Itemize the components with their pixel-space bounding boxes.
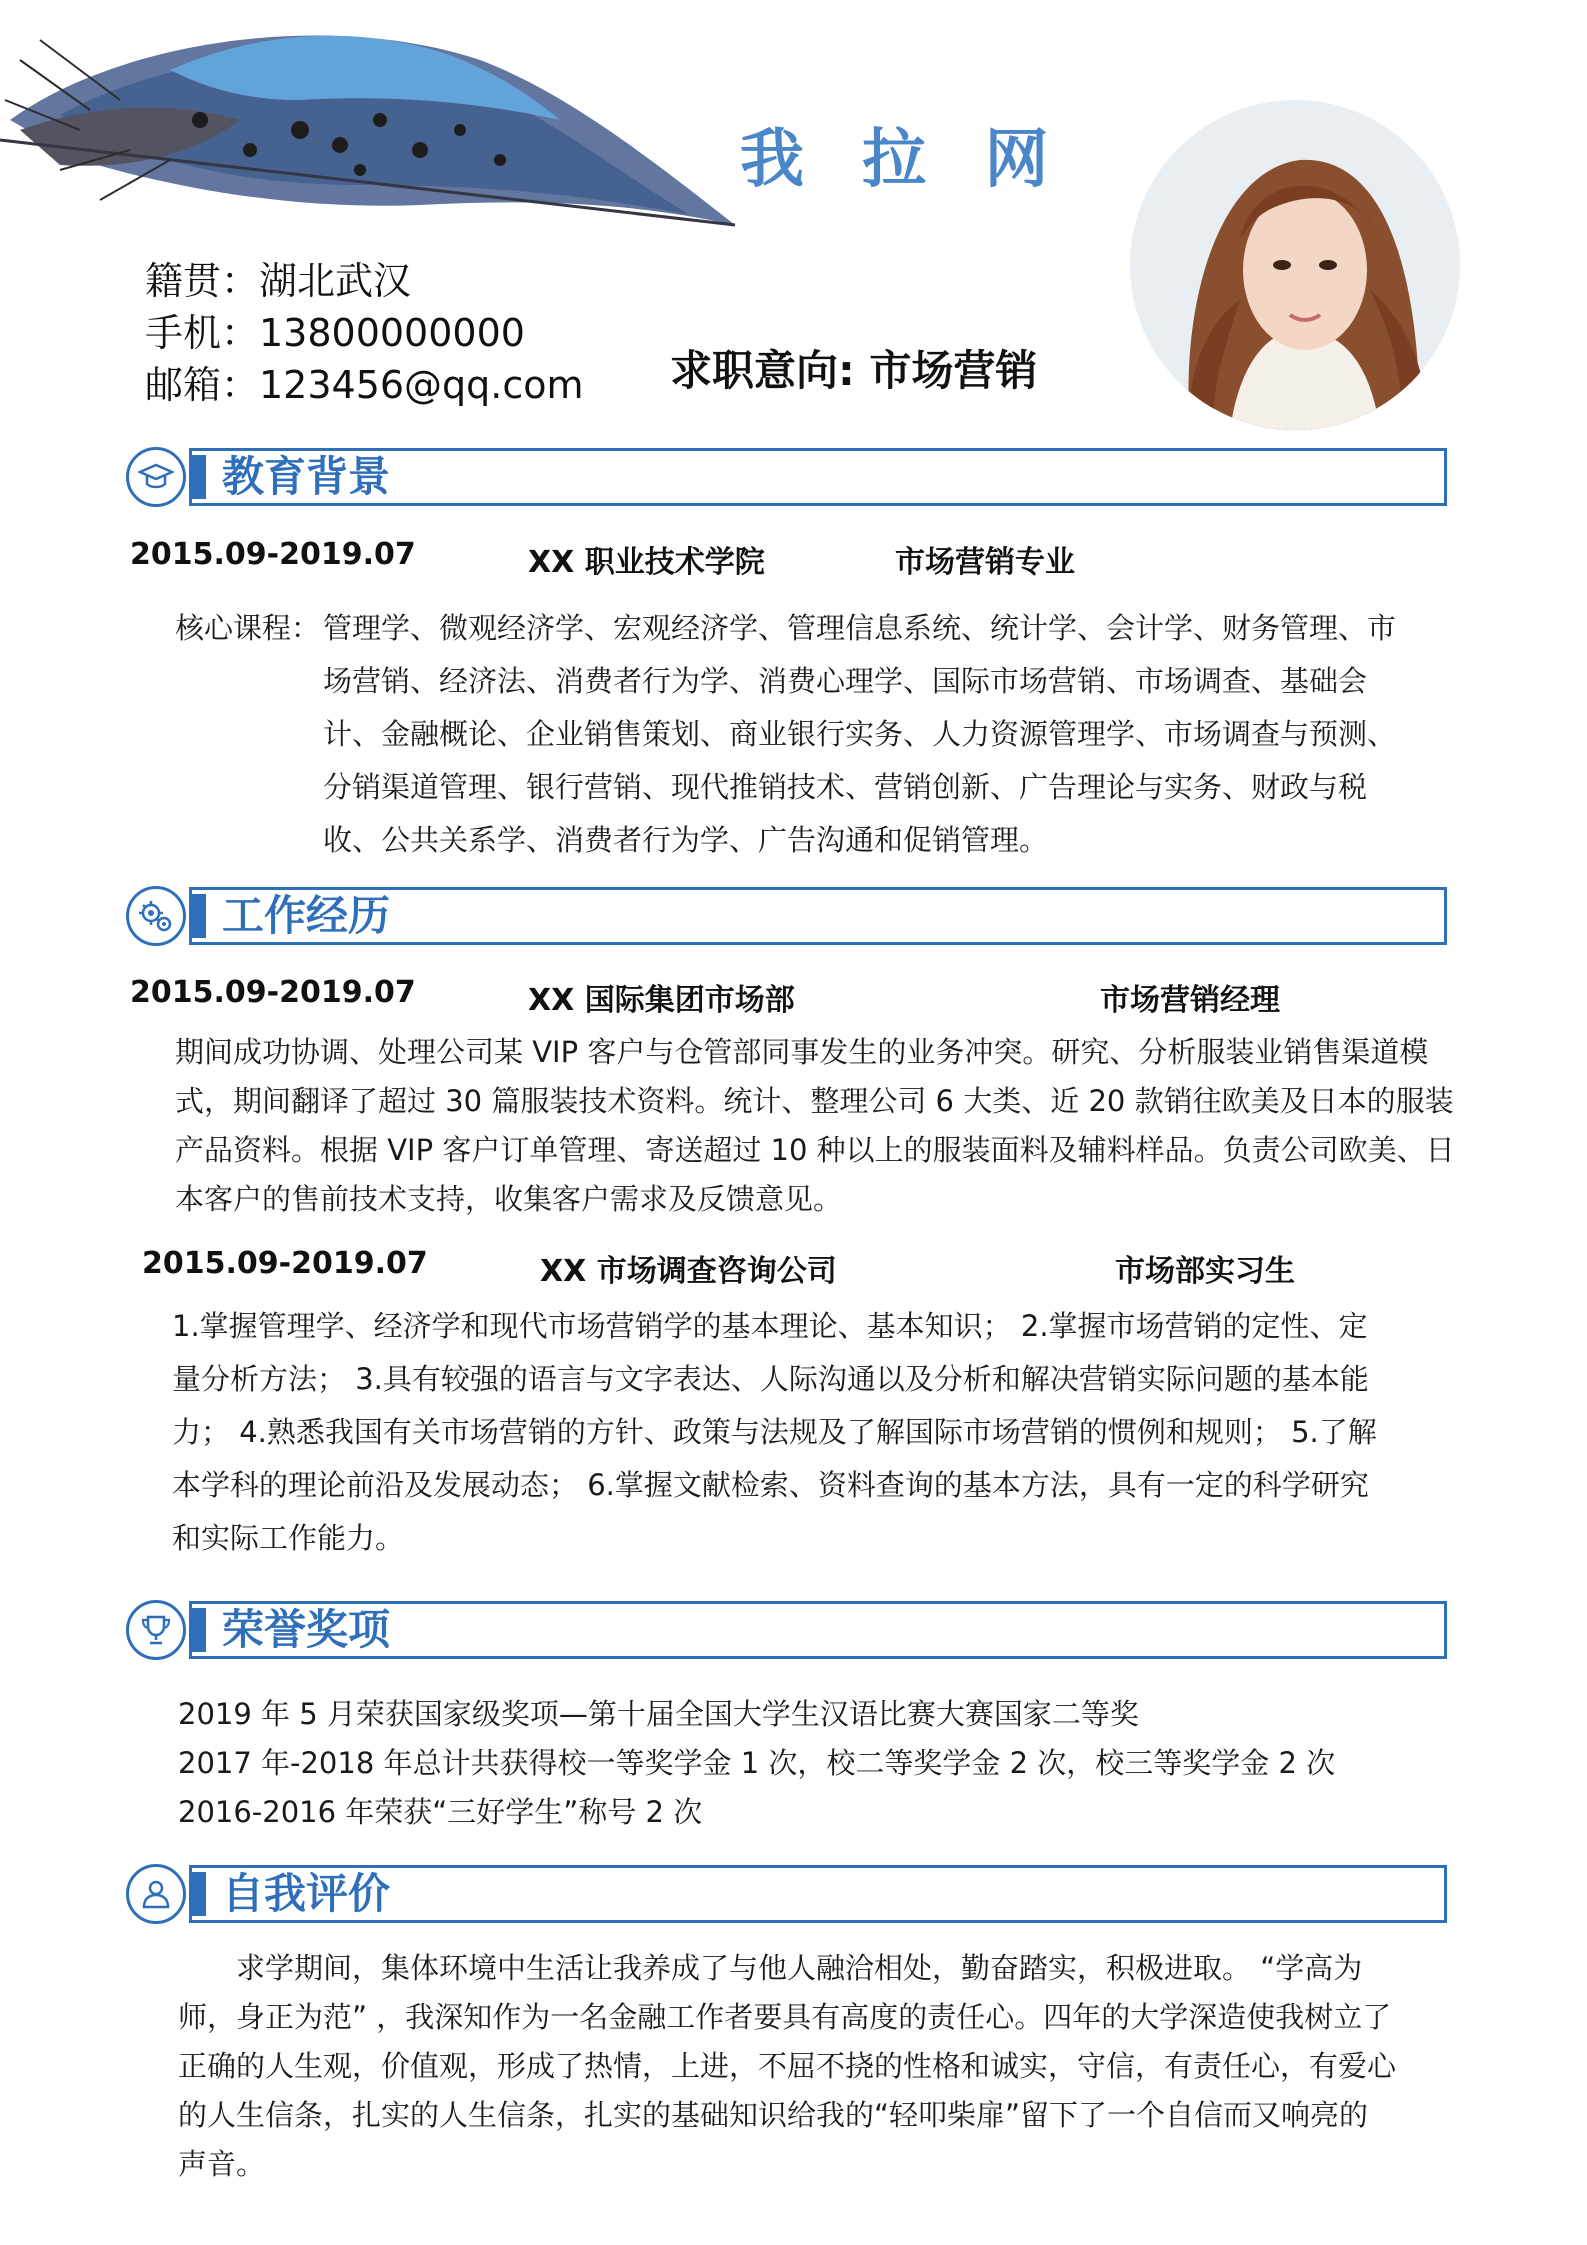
- work-section-header: [189, 887, 1447, 945]
- job-company: XX 国际集团市场部: [528, 983, 795, 1018]
- job-description: [175, 1028, 1455, 1224]
- courses-text: [323, 604, 1443, 865]
- feather-decoration: [0, 0, 760, 260]
- graduation-cap-icon: [138, 459, 174, 495]
- job-description-line: 产品资料。根据 VIP 客户订单管理、寄送超过 10 种以上的服装面料及辅料样品。负责公司欧美、日: [175, 1133, 1455, 1167]
- job-description-line: 力； 4.熟悉我国有关市场营销的方针、政策与法规及了解国际市场营销的惯例和规则； 5.了解: [172, 1415, 1377, 1449]
- self-evaluation-line: 师，身正为范” ，我深知作为一名金融工作者要具有高度的责任心。四年的大学深造使我树立了: [178, 2000, 1392, 2034]
- education-section-header: [189, 448, 1447, 506]
- self-evaluation-line: 求学期间，集体环境中生活让我养成了与他人融洽相处，勤奋踏实，积极进取。 “学高为: [178, 1951, 1363, 1985]
- work-section-icon: [126, 886, 186, 946]
- job-description-line: 期间成功协调、处理公司某 VIP 客户与仓管部同事发生的业务冲突。研究、分析服装业销售渠道模: [175, 1035, 1429, 1069]
- hometown: 籍贯：湖北武汉: [145, 259, 412, 303]
- courses-line: 收、公共关系学、消费者行为学、广告沟通和促销管理。: [323, 823, 1049, 857]
- job-description-line: 式，期间翻译了超过 30 篇服装技术资料。统计、整理公司 6 大类、近 20 款销往欧美及日本的服装: [175, 1084, 1454, 1118]
- self-evaluation-line: 正确的人生观，价值观，形成了热情，上进，不屈不挠的性格和诚实，守信，有责任心，有爱心: [178, 2049, 1397, 2083]
- job-intent: 求职意向: 市场营销: [670, 346, 1038, 395]
- awards-list: [178, 1690, 1335, 1837]
- self-section-header: [189, 1865, 1447, 1923]
- award-item: 2017 年-2018 年总计共获得校一等奖学金 1 次，校二等奖学金 2 次，校三等奖学金 2 次: [178, 1746, 1336, 1780]
- job-description-line: 1.掌握管理学、经济学和现代市场营销学的基本理论、基本知识； 2.掌握市场营销的定性、定: [172, 1309, 1368, 1343]
- phone: 手机：13800000000: [145, 311, 525, 355]
- courses-line: 管理学、微观经济学、宏观经济学、管理信息系统、统计学、会计学、财务管理、市: [323, 611, 1397, 645]
- award-item: 2019 年 5 月荣获国家级奖项—第十届全国大学生汉语比赛大赛国家二等奖: [178, 1697, 1139, 1731]
- education-period: 2015.09-2019.07: [130, 537, 416, 572]
- education-major: 市场营销专业: [895, 545, 1075, 580]
- job-role: 市场部实习生: [1115, 1254, 1295, 1289]
- job-description-line: 量分析方法； 3.具有较强的语言与文字表达、人际沟通以及分析和解决营销实际问题的基本能: [172, 1362, 1369, 1396]
- self-section-title: 自我评价: [222, 1869, 391, 1918]
- work-section-title: 工作经历: [222, 891, 391, 940]
- email: 邮箱：123456@qq.com: [145, 363, 584, 407]
- portrait-illustration: [1130, 100, 1460, 430]
- job-period: 2015.09-2019.07: [130, 975, 416, 1010]
- courses-line: 分销渠道管理、银行营销、现代推销技术、营销创新、广告理论与实务、财政与税: [323, 770, 1368, 804]
- awards-section-header: [189, 1601, 1447, 1659]
- self-section-icon: [126, 1864, 186, 1924]
- education-section-title: 教育背景: [222, 452, 391, 501]
- award-item: 2016-2016 年荣获“三好学生”称号 2 次: [178, 1795, 703, 1829]
- self-evaluation-text: [178, 1944, 1396, 2189]
- job-company: XX 市场调查咨询公司: [540, 1254, 837, 1289]
- candidate-name: 我 拉 网: [740, 123, 1067, 197]
- person-icon: [138, 1876, 174, 1912]
- trophy-icon: [138, 1612, 174, 1648]
- job-description-line: 和实际工作能力。: [172, 1521, 405, 1555]
- courses-line: 计、金融概论、企业销售策划、商业银行实务、人力资源管理学、市场调查与预测、: [323, 717, 1397, 751]
- job-role: 市场营销经理: [1100, 983, 1280, 1018]
- self-evaluation-line: 的人生信条，扎实的人生信条，扎实的基础知识给我的“轻叩柴扉”留下了一个自信而又响亮的: [178, 2098, 1369, 2132]
- profile-photo: [1130, 100, 1460, 430]
- gears-icon: [137, 897, 175, 935]
- courses-label: 核心课程：: [175, 611, 321, 645]
- job-description-line: 本客户的售前技术支持，收集客户需求及反馈意见。: [175, 1182, 843, 1216]
- job-description-line: 本学科的理论前沿及发展动态； 6.掌握文献检索、资料查询的基本方法，具有一定的科学研究: [172, 1468, 1369, 1502]
- education-section-icon: [126, 447, 186, 507]
- awards-section-title: 荣誉奖项: [222, 1605, 391, 1654]
- courses-line: 场营销、经济法、消费者行为学、消费心理学、国际市场营销、市场调查、基础会: [323, 664, 1368, 698]
- job-period: 2015.09-2019.07: [142, 1246, 428, 1281]
- self-evaluation-line: 声音。: [178, 2147, 266, 2181]
- awards-section-icon: [126, 1600, 186, 1660]
- education-school: XX 职业技术学院: [528, 545, 765, 580]
- job-description: [172, 1300, 1377, 1565]
